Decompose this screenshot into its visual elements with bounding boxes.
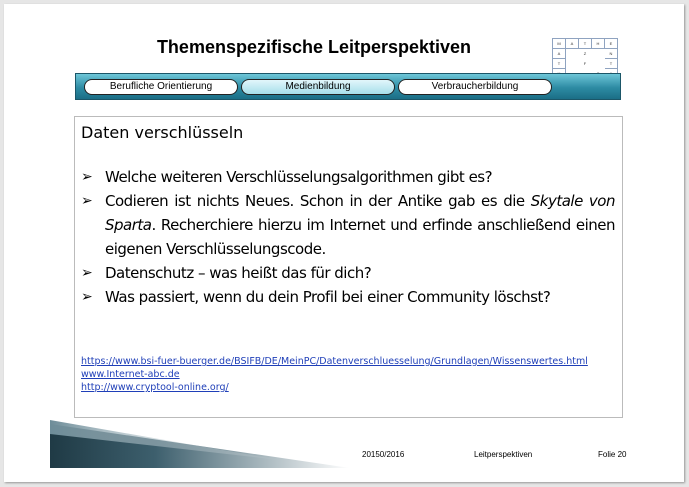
bullet-text-italic: Skytale von Sparta [105,192,615,234]
arrow-bullet-icon: ➢ [81,265,93,281]
logo-cell: A [553,49,566,59]
logo-inner [566,49,579,59]
footer-section: Leitperspektiven [474,450,533,459]
bullet-text: Was passiert, wenn du dein Profil bei einer Community löschst? [105,288,551,306]
logo-cell: H [592,39,605,49]
logo-inner [566,59,579,69]
bullet-item [81,261,615,285]
bullet-text: Welche weiteren Verschlüsselungsalgorithmen gibt es? [105,168,493,186]
logo-cell: A [566,39,579,49]
footer-ribbon-graphic [50,420,350,470]
logo-cell: T [553,59,566,69]
logo-inner-letter: F [583,61,587,66]
logo-inner [592,49,605,59]
bullet-item [81,285,615,309]
link-list [81,355,588,394]
logo-cell: T [579,39,592,49]
logo-cell: M [553,39,566,49]
bullet-item [81,189,615,261]
footer-date: 20150/2016 [362,450,405,459]
arrow-bullet-icon: ➢ [81,289,93,305]
topic-nav-bar [75,73,621,100]
bullet-text: . Recherchiere hierzu im Internet und erfinde anschließend einen eigenen Verschlüsselungscode. [105,216,615,258]
logo-cell: E [605,39,618,49]
logo-cell: N [605,49,618,59]
bullet-text: Codieren ist nichts Neues. Schon in der Antike gab es die [105,192,531,210]
tab-verbraucherbildung[interactable]: Verbraucherbildung [398,79,552,95]
bullet-item [81,165,615,189]
link-internet-abc[interactable]: www.Internet-abc.de [81,369,180,380]
logo-cell: T [605,59,618,69]
logo-inner-letter: Z [583,51,587,56]
arrow-bullet-icon: ➢ [81,169,93,185]
bullet-list [81,165,615,309]
link-cryptool[interactable]: http://www.cryptool-online.org/ [81,382,229,393]
link-bsi[interactable]: https://www.bsi-fuer-buerger.de/BSIFB/DE/MeinPC/Datenverschluesselung/Grundlagen/Wissenswertes.html [81,356,588,367]
tab-medienbildung[interactable]: Medienbildung [241,79,395,95]
content-box [74,116,623,418]
footer-slide-number: Folie 20 [598,450,627,459]
arrow-bullet-icon: ➢ [81,193,93,209]
tab-berufliche-orientierung[interactable]: Berufliche Orientierung [84,79,238,95]
bullet-text: Datenschutz – was heißt das für dich? [105,264,372,282]
slide-title: Themenspezifische Leitperspektiven [156,37,472,57]
content-heading: Daten verschlüsseln [81,123,244,142]
slide [4,4,684,482]
logo-inner [592,59,605,69]
